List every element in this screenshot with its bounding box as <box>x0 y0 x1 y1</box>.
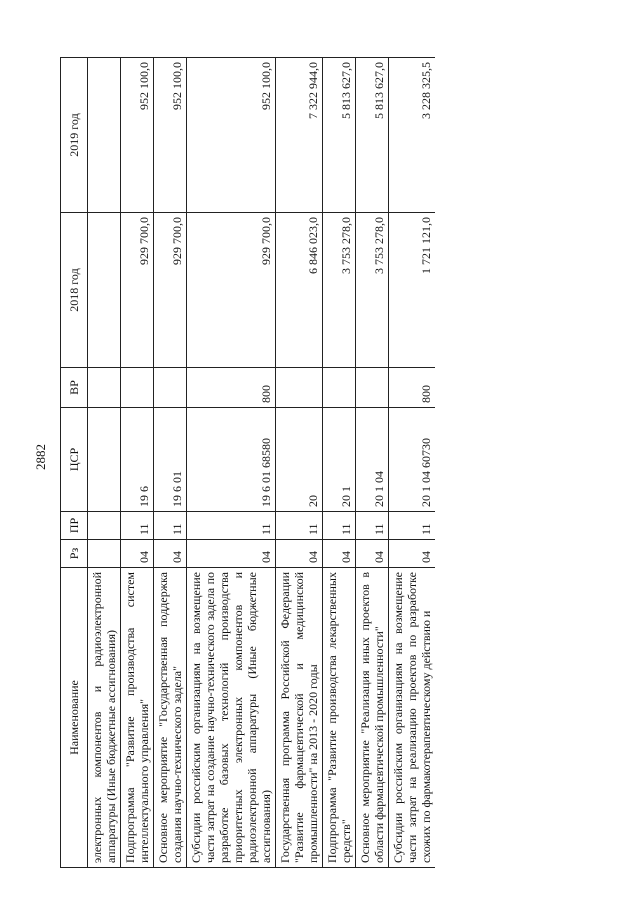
row-rz: 04 <box>389 540 436 568</box>
row-vr: 800 <box>389 368 436 408</box>
row-2018: 1 721 121,0 <box>389 213 436 368</box>
header-rz: Рз <box>61 540 88 568</box>
row-vr <box>323 368 356 408</box>
row-pr: 11 <box>154 512 187 540</box>
row-2018: 929 700,0 <box>187 213 276 368</box>
row-pr: 11 <box>276 512 323 540</box>
row-2018: 929 700,0 <box>121 213 154 368</box>
row-rz <box>88 540 121 568</box>
row-vr <box>154 368 187 408</box>
row-csr: 20 1 <box>323 408 356 512</box>
row-vr <box>276 368 323 408</box>
table-row <box>276 58 323 868</box>
header-vr: ВР <box>61 368 88 408</box>
row-name: Субсидии российским организациям на возмещение части затрат на создание научно-технического задела по разработке базовых технологий производства приоритетных электронных компонентов и радиоэлектронной аппаратуры (Иные бюджетные ассигнования) <box>187 568 276 868</box>
row-2019: 952 100,0 <box>187 58 276 213</box>
header-2019: 2019 год <box>61 58 88 213</box>
row-2019: 952 100,0 <box>121 58 154 213</box>
row-vr: 800 <box>187 368 276 408</box>
row-pr: 11 <box>121 512 154 540</box>
row-name: Основное мероприятие "Реализация иных проектов в области фармацевтической промышленности" <box>356 568 389 868</box>
page-number-container <box>32 436 50 470</box>
row-2019: 5 813 627,0 <box>356 58 389 213</box>
row-2018: 3 753 278,0 <box>356 213 389 368</box>
table-row <box>154 58 187 868</box>
row-vr <box>356 368 389 408</box>
row-csr <box>88 408 121 512</box>
table-row <box>356 58 389 868</box>
row-rz: 04 <box>121 540 154 568</box>
row-2019: 5 813 627,0 <box>323 58 356 213</box>
row-pr: 11 <box>356 512 389 540</box>
row-rz: 04 <box>323 540 356 568</box>
row-2018: 6 846 023,0 <box>276 213 323 368</box>
rotated-table-container <box>60 58 615 868</box>
row-pr: 11 <box>389 512 436 540</box>
row-2019 <box>88 58 121 213</box>
row-2019: 952 100,0 <box>154 58 187 213</box>
row-csr: 20 1 04 <box>356 408 389 512</box>
row-2018 <box>88 213 121 368</box>
row-name: Субсидии российским организациям на возмещение части затрат на реализацию проектов по разработке схожих по фармакотерапевтическому действию и <box>389 568 436 868</box>
table-row <box>88 58 121 868</box>
row-name: Подпрограмма "Развитие производства лекарственных средств" <box>323 568 356 868</box>
row-csr: 19 6 01 <box>154 408 187 512</box>
header-csr: ЦСР <box>61 408 88 512</box>
header-name: Наименование <box>61 568 88 868</box>
row-name: Основное мероприятие "Государственная поддержка создания научно-технического задела" <box>154 568 187 868</box>
table-header-row <box>61 58 88 868</box>
row-rz: 04 <box>276 540 323 568</box>
header-pr: ПР <box>61 512 88 540</box>
row-pr: 11 <box>187 512 276 540</box>
row-rz: 04 <box>187 540 276 568</box>
row-name: Подпрограмма "Развитие производства систем интеллектуального управления" <box>121 568 154 868</box>
row-vr <box>88 368 121 408</box>
budget-table <box>60 57 435 868</box>
row-rz: 04 <box>154 540 187 568</box>
row-vr <box>121 368 154 408</box>
row-2018: 3 753 278,0 <box>323 213 356 368</box>
row-2019: 3 228 325,5 <box>389 58 436 213</box>
row-name: Государственная программа Российской Федерации "Развитие фармацевтической и медицинской промышленности" на 2013 - 2020 годы <box>276 568 323 868</box>
row-csr: 20 1 04 60730 <box>389 408 436 512</box>
row-2019: 7 322 944,0 <box>276 58 323 213</box>
table-row <box>389 58 436 868</box>
table-row <box>323 58 356 868</box>
row-csr: 20 <box>276 408 323 512</box>
row-rz: 04 <box>356 540 389 568</box>
row-csr: 19 6 <box>121 408 154 512</box>
header-2018: 2018 год <box>61 213 88 368</box>
row-pr <box>88 512 121 540</box>
row-name: электронных компонентов и радиоэлектронной аппаратуры (Иные бюджетные ассигнования) <box>88 568 121 868</box>
table-row <box>187 58 276 868</box>
row-csr: 19 6 01 68580 <box>187 408 276 512</box>
table-row <box>121 58 154 868</box>
page-number: 2882 <box>33 444 48 470</box>
row-pr: 11 <box>323 512 356 540</box>
row-2018: 929 700,0 <box>154 213 187 368</box>
